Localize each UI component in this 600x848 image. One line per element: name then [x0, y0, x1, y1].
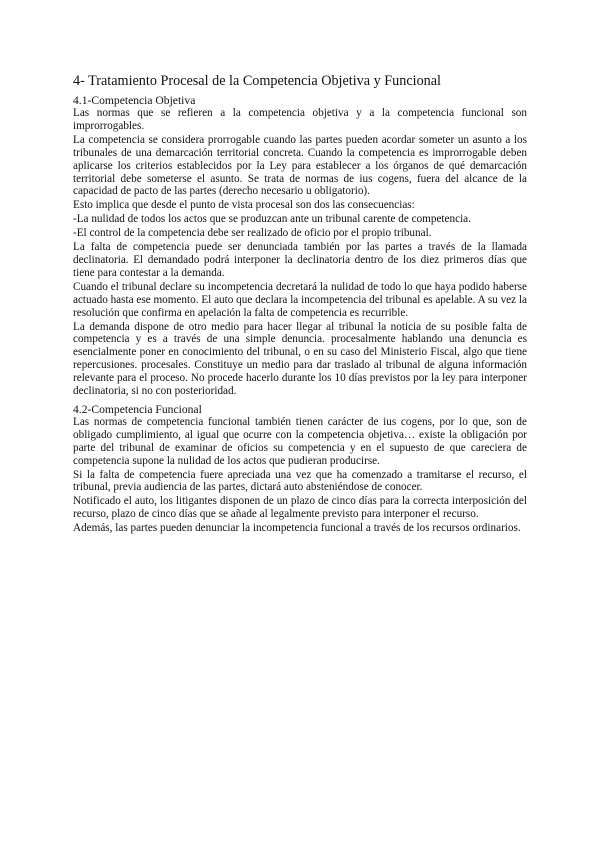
paragraph: La competencia se considera prorrogable cuando las partes pueden acordar someter un asunto a los tribunales de una demarcación territorial concreta. Cuando la competencia es improrrogable deben aplicarse los criterios establecidos por la Ley para establecer a los órganos de qué demarcación territorial debe someterse el asunto. Se trata de normas de ius cogens, fuera del alcance de la capacidad de pacto de las partes (derecho necesario u obligatorio). — [73, 133, 527, 198]
paragraph: Notificado el auto, los litigantes disponen de un plazo de cinco días para la correcta interposición del recurso, plazo de cinco días que se añade al legalmente previsto para interponer el recurso. — [73, 495, 527, 521]
document-page — [73, 72, 527, 536]
section-heading-competencia-objetiva: 4.1-Competencia Objetiva — [73, 94, 196, 107]
paragraph: Esto implica que desde el punto de vista procesal son dos las consecuencias: — [73, 199, 415, 212]
list-item: -La nulidad de todos los actos que se produzcan ante un tribunal carente de competencia. — [73, 213, 471, 226]
paragraph: La falta de competencia puede ser denunciada también por las partes a través de la llamada declinatoria. El demandado podrá interponer la declinatoria dentro de los diez primeros días que tiene para contestar a la demanda. — [73, 241, 527, 279]
paragraph: Si la falta de competencia fuere apreciada una vez que ha comenzado a tramitarse el recurso, el tribunal, previa audiencia de las partes, dictará auto absteniéndose de conocer. — [73, 468, 527, 494]
paragraph: Las normas que se refieren a la competencia objetiva y a la competencia funcional son improrrogables. — [73, 107, 527, 132]
section-heading-competencia-funcional: 4.2-Competencia Funcional — [73, 402, 202, 416]
paragraph: La demanda dispone de otro medio para hacer llegar al tribunal la noticia de su posible falta de competencia y es a través de una simple denuncia. procesalmente hablando una denuncia es esencialmente poner en conocimiento del tribunal, o en su caso del Ministerio Fiscal, algo que tiene repercusiones. procesales. Constituye un medio para dar traslado al tribunal de alguna información relevante para el proceso. No procede hacerlo durante los 10 días previstos por la ley para interponer declinatoria, si no con posterioridad. — [73, 320, 527, 398]
paragraph: Las normas de competencia funcional también tienen carácter de ius cogens, por lo que, son de obligado cumplimiento, al igual que ocurre con la competencia objetiva… existe la obligación por parte del tribunal de examinar de oficios su competencia y en el supuesto de que careciera de competencia supone la nulidad de los actos que pudieran producirse. — [73, 415, 527, 467]
paragraph: Cuando el tribunal declare su incompetencia decretará la nulidad de todo lo que haya podido haberse actuado hasta ese momento. El auto que declara la incompetencia del tribunal es apelable. A su vez la resolución que confirma en apelación la falta de competencia es recurrible. — [73, 280, 527, 319]
list-item: -El control de la competencia debe ser realizado de oficio por el propio tribunal. — [73, 227, 432, 240]
document-title: 4- Tratamiento Procesal de la Competencia Objetiva y Funcional — [73, 73, 442, 89]
paragraph: Además, las partes pueden denunciar la incompetencia funcional a través de los recursos ordinarios. — [73, 522, 521, 535]
